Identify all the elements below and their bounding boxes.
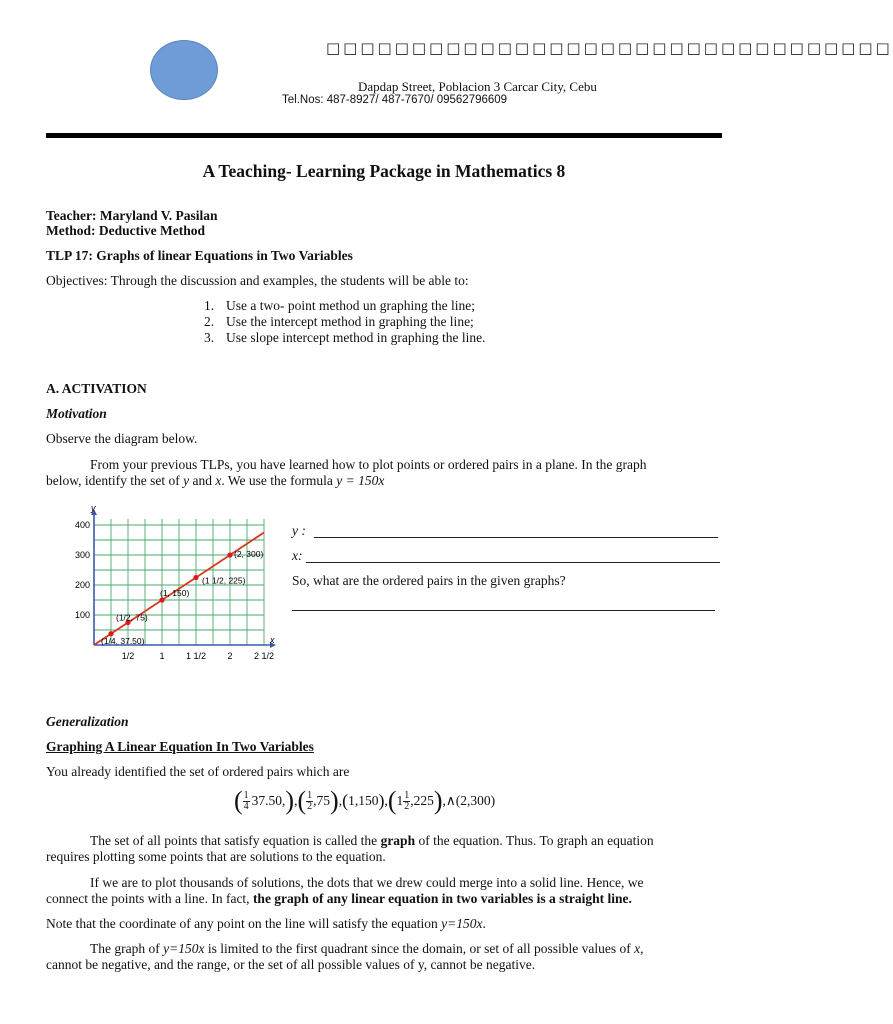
- point-label: (1/2, 75): [116, 612, 148, 623]
- data-point: [159, 597, 164, 602]
- x-tick-label: 2: [227, 651, 233, 661]
- x-tick-label: 1 1/2: [185, 651, 207, 661]
- chart-labels: [75, 503, 275, 661]
- linear-graph: [62, 500, 282, 680]
- y-answer-line[interactable]: [314, 536, 718, 538]
- point-label: (1/4, 37.50): [101, 635, 145, 646]
- school-name: □□□□□□□□□□□□□□□□□□□□□□□□□□□□□□□□□: [326, 39, 893, 57]
- list-item: 2. Use the intercept method in graphing the line;: [204, 314, 474, 329]
- point-label: (1 1/2, 225): [202, 575, 246, 586]
- list-item: 1. Use a two- point method un graphing the line;: [204, 298, 475, 313]
- generalization-subheading: Graphing A Linear Equation In Two Variables: [46, 739, 314, 754]
- identified-text: You already identified the set of ordered pairs which are: [46, 764, 350, 779]
- point-label: (2, 300): [234, 549, 264, 559]
- y-tick-label: 300: [74, 550, 90, 560]
- y-tick-label: 200: [74, 580, 90, 590]
- data-point: [193, 575, 198, 580]
- ordered-pairs-question: So, what are the ordered pairs in the given graphs?: [292, 573, 566, 588]
- x-tick-label: 1/2: [121, 651, 135, 661]
- y-axis-label: y: [91, 503, 96, 513]
- quadrant-paragraph-line1: The graph of y=150x is limited to the first quadrant since the domain, or set of all possible values of x,: [90, 941, 644, 956]
- generalization-heading: Generalization: [46, 714, 129, 729]
- objectives-list: [204, 298, 485, 346]
- activation-paragraph-line2: below, identify the set of y and x. We use the formula y = 150x: [46, 473, 385, 488]
- telephone-numbers: Tel.Nos: 487-8927/ 487-7670/ 09562796609: [282, 94, 508, 106]
- y-tick-label: 400: [74, 520, 90, 530]
- school-logo: [150, 40, 218, 100]
- list-item: 3. Use slope intercept method in graphing the line.: [204, 330, 486, 345]
- y-tick-label: 100: [74, 610, 90, 620]
- teacher-line: Teacher: Maryland V. Pasilan: [46, 208, 218, 223]
- motivation-heading: Motivation: [46, 406, 107, 421]
- school-address: Dapdap Street, Poblacion 3 Carcar City, Cebu: [358, 79, 597, 94]
- point-label: (1, 150): [160, 588, 190, 598]
- solid-line-paragraph-line1: If we are to plot thousands of solutions, the dots that we drew could merge into a solid line. Hence, we: [90, 875, 644, 890]
- header-divider: [46, 133, 722, 138]
- x-tick-label: 1: [159, 651, 165, 661]
- x-axis-label: x: [270, 635, 275, 645]
- graph-definition-line1: The set of all points that satisfy equation is called the graph of the equation. Thus. To graph an equation: [90, 833, 654, 848]
- x-answer-label: x:: [292, 548, 303, 563]
- y-answer-label: y :: [292, 523, 306, 538]
- x-answer-line[interactable]: [306, 561, 720, 563]
- objectives-intro: Objectives: Through the discussion and examples, the students will be able to:: [46, 273, 469, 288]
- chart-axes: [91, 509, 276, 648]
- tlp-title: TLP 17: Graphs of linear Equations in Two Variables: [46, 248, 353, 263]
- coordinate-note: Note that the coordinate of any point on the line will satisfy the equation y=150x.: [46, 916, 486, 931]
- observe-text: Observe the diagram below.: [46, 431, 198, 446]
- ordered-pairs-expression: ( $\frac{1}{4}$ 37.50,),( $\frac{1}{2}$ ,75),(1,150),(1 $\frac{1}{2}$ ,225),∧(2,300): [234, 786, 496, 815]
- data-point: [227, 552, 232, 557]
- x-tick-label: 2 1/2: [253, 651, 275, 661]
- activation-heading: A. ACTIVATION: [46, 381, 147, 396]
- method-line: Method: Deductive Method: [46, 223, 205, 238]
- document-title: A Teaching- Learning Package in Mathematics 8: [202, 161, 566, 181]
- solid-line-paragraph-line2: connect the points with a line. In fact, the graph of any linear equation in two variables is a straight line.: [46, 891, 632, 906]
- ordered-pairs-answer-line[interactable]: [292, 609, 715, 611]
- quadrant-paragraph-line2: cannot be negative, and the range, or the set of all possible values of y, cannot be negative.: [46, 957, 536, 972]
- graph-definition-line2: requires plotting some points that are solutions to the equation.: [46, 849, 386, 864]
- activation-paragraph-line1: From your previous TLPs, you have learned how to plot points or ordered pairs in a plane. In the graph: [90, 457, 647, 472]
